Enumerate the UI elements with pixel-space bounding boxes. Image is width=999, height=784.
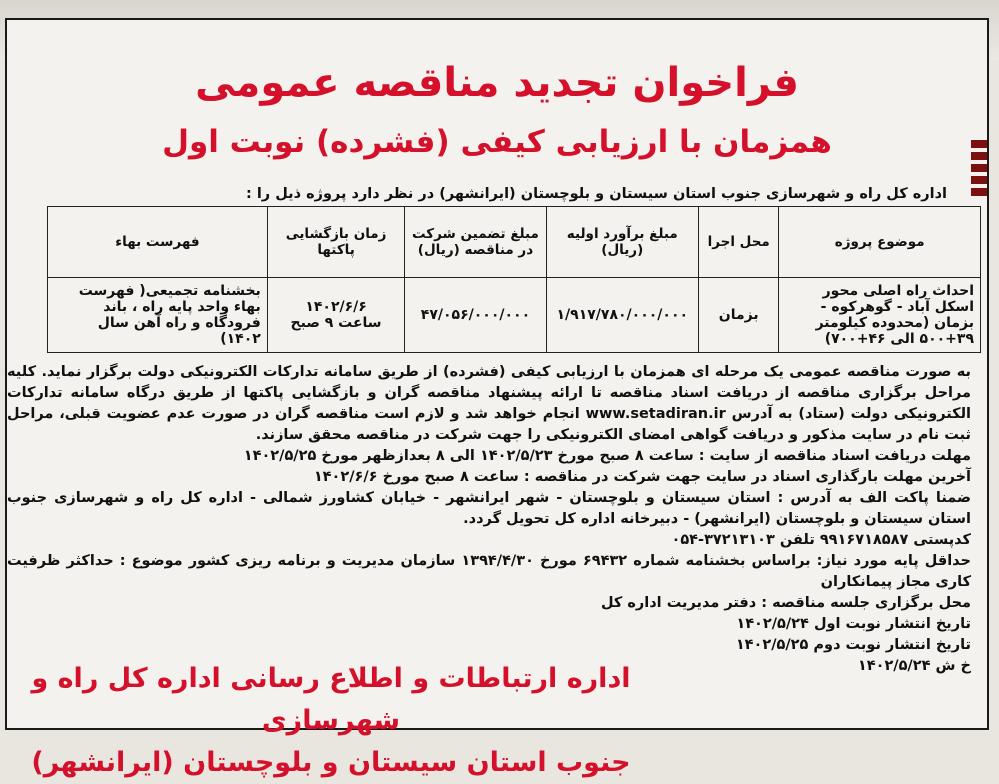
table-row: [48, 278, 981, 353]
opening-date: ۱۴۰۲/۶/۶: [305, 299, 367, 315]
postal-code: کدپستی ۹۹۱۶۷۱۸۵۸۷ تلفن ۳۷۲۱۳۱۰۳-۰۵۴: [671, 532, 971, 548]
cell-opening: [267, 278, 405, 353]
tender-notice: [5, 18, 989, 778]
publish-second: تاریخ انتشار نوبت دوم ۱۴۰۲/۵/۲۵: [735, 637, 971, 653]
project-table: [47, 206, 981, 353]
header-pricelist: فهرست بهاء: [48, 207, 268, 278]
opening-time: ساعت ۹ صبح: [290, 315, 382, 331]
cell-place: بزمان: [698, 278, 779, 353]
header-opening: زمان بازگشایی پاکتها: [267, 207, 405, 278]
cell-guarantee: ۴۷/۰۵۶/۰۰۰/۰۰۰: [405, 278, 546, 353]
header-topic: موضوع پروژه: [779, 207, 981, 278]
notice-title: فراخوان تجدید مناقصه عمومی: [195, 60, 799, 106]
notice-subtitle: همزمان با ارزیابی کیفی (فشرده) نوبت اول: [162, 124, 832, 160]
footer-line-1: اداره ارتباطات و اطلاع رسانی اداره کل راه و شهرسازی: [31, 663, 631, 736]
cell-topic: احداث راه اصلی محور اسکل آباد - گوهرکوه - بزمان (محدوده کیلومتر ۳۹+۵۰۰ الی ۴۶+۷۰۰): [779, 278, 981, 353]
cell-pricelist: بخشنامه تجمیعی( فهرست بهاء واحد پایه راه ، باند فرودگاه و راه آهن سال ۱۴۰۲): [48, 278, 268, 353]
header-guarantee: مبلغ تضمین شرکت در مناقصه (ریال): [405, 207, 546, 278]
notice-body: [7, 362, 971, 677]
meeting-location: محل برگزاری جلسه مناقصه : دفتر مدیریت اداره کل: [600, 595, 971, 611]
footer-signature: [21, 658, 641, 784]
capacity-requirement: حداقل پایه مورد نیاز: براساس بخشنامه شماره ۶۹۴۳۲ مورخ ۱۳۹۴/۴/۳۰ سازمان مدیریت و برنامه ریزی کشور موضوع : حداکثر ظرفیت کاری مجاز پیمانکاران: [7, 553, 971, 590]
deadline-documents: مهلت دریافت اسناد مناقصه از سایت : ساعت ۸ صبح مورخ ۱۴۰۲/۵/۲۳ الی ۸ بعدازظهر مورخ ۱۴۰۲/۵/۲۵: [243, 448, 971, 464]
intro-text: اداره کل راه و شهرسازی جنوب استان سیستان و بلوچستان (ایرانشهر) در نظر دارد پروژه ذیل را :: [245, 186, 947, 202]
envelope-address: ضمنا پاکت الف به آدرس : استان سیستان و بلوچستان - شهر ایرانشهر - خیابان کشاورز شمالی - اداره کل راه و شهرسازی جنوب استان سیستان و بلوچستان (ایرانشهر) - دبیرخانه اداره کل تحویل گردد.: [7, 490, 971, 527]
header-estimate: مبلغ برآورد اولیه (ریال): [546, 207, 698, 278]
cell-estimate: ۱/۹۱۷/۷۸۰/۰۰۰/۰۰۰: [546, 278, 698, 353]
header-place: محل اجرا: [698, 207, 779, 278]
table-header-row: [48, 207, 981, 278]
footer-line-2: جنوب استان سیستان و بلوچستان (ایرانشهر): [31, 747, 631, 778]
deadline-upload: آخرین مهلت بارگذاری اسناد در سایت جهت شرکت در مناقصه : ساعت ۸ صبح مورخ ۱۴۰۲/۶/۶: [313, 469, 971, 485]
body-paragraph: به صورت مناقصه عمومی یک مرحله ای همزمان با ارزیابی کیفی (فشرده) از طریق سامانه تدارکات الکترونیکی دولت برگزار نماید. کلیه مراحل برگزاری مناقصه از دریافت اسناد مناقصه تا ارائه پیشنهاد مناقصه گران و بازگشایی پاکتها از طریق درگاه سامانه تدارکات الکترونیکی دولت (ستاد) به آدرس www.setadiran.ir انجام خواهد شد و لازم است مناقصه گران در صورت عدم عضویت قبلی، مراحل ثبت نام در سایت مذکور و دریافت گواهی امضای الکترونیکی را جهت شرکت در مناقصه محقق سازند.: [7, 364, 971, 443]
publish-first: تاریخ انتشار نوبت اول ۱۴۰۲/۵/۲۴: [736, 616, 971, 632]
notice-code: خ ش ۱۴۰۲/۵/۲۴: [857, 658, 971, 674]
